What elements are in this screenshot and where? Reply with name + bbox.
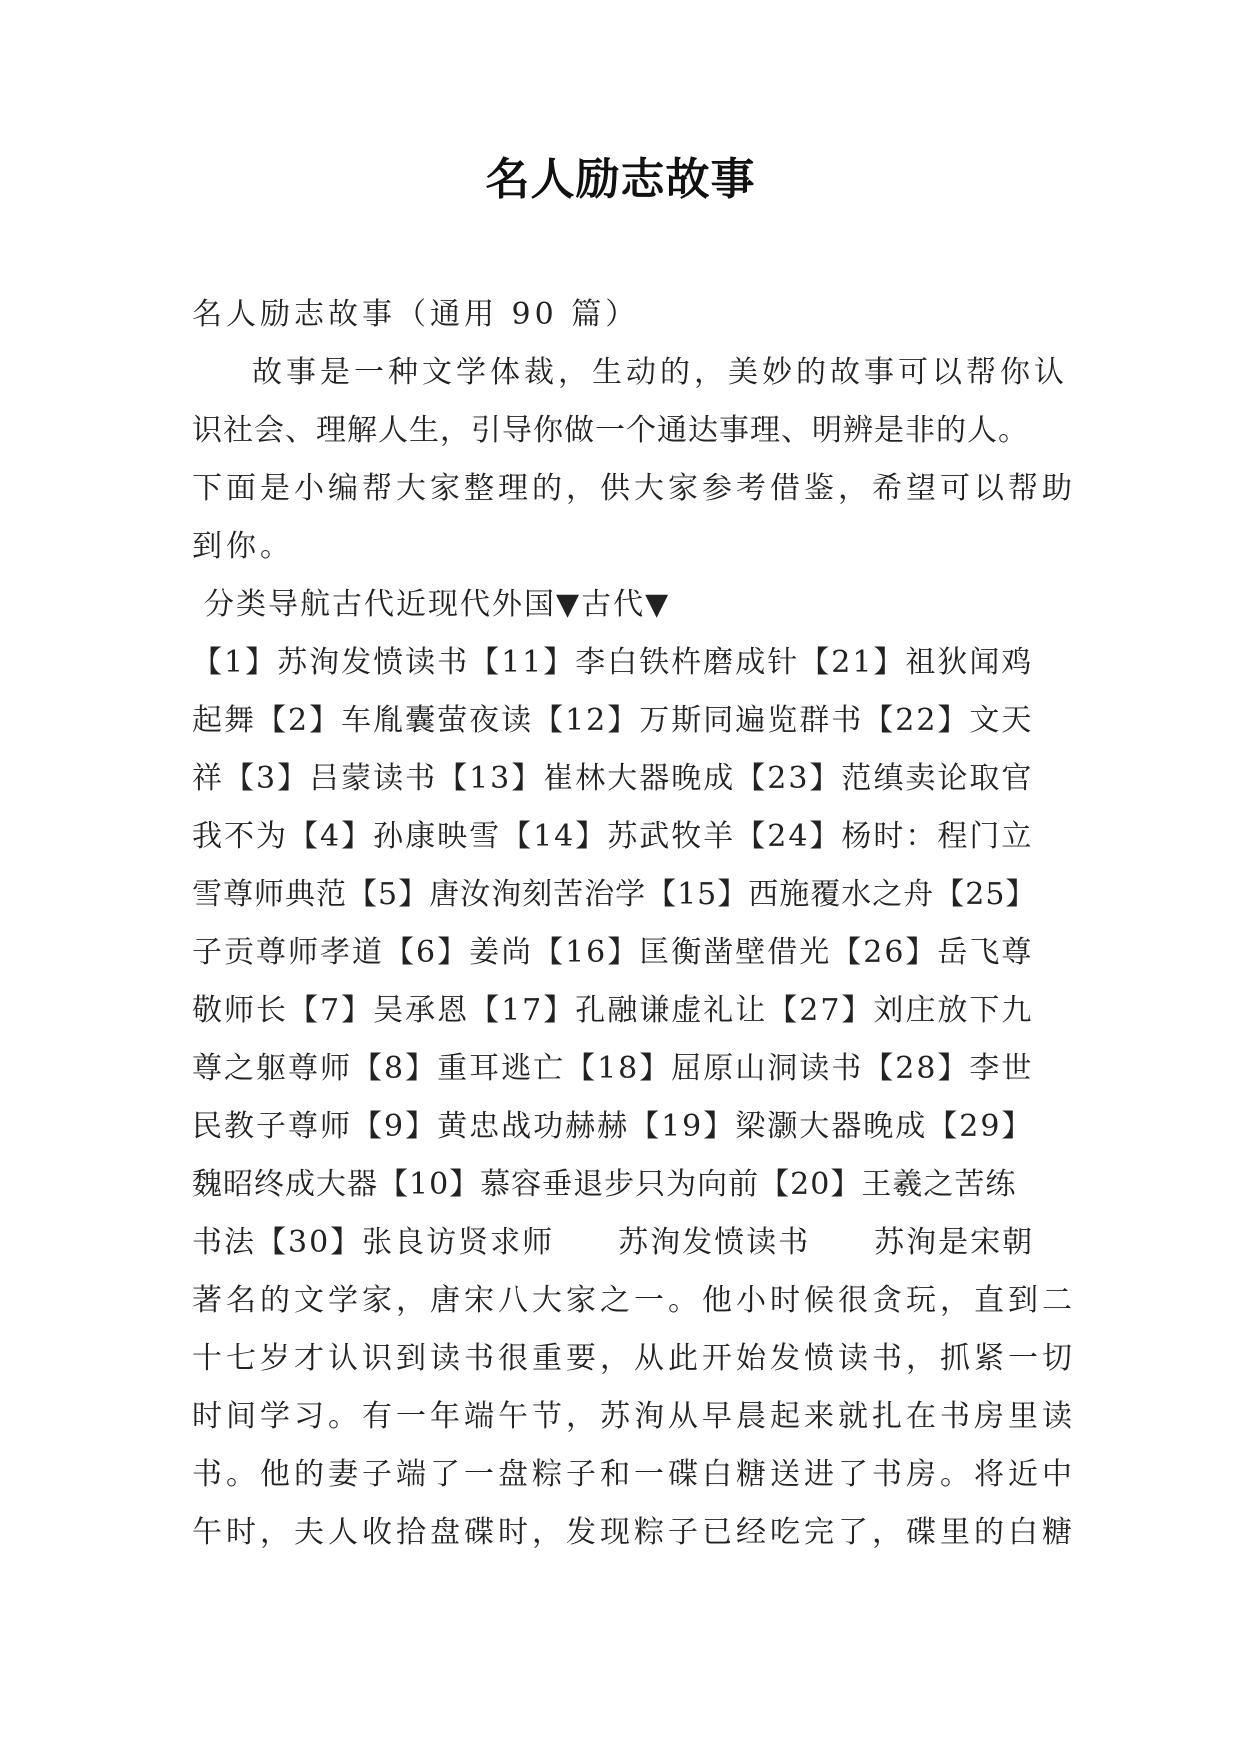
paragraph-line: 著名的文学家，唐宋八大家之一。他小时候很贪玩，直到二 <box>192 1283 1076 1318</box>
paragraph-line: 书。他的妻子端了一盘粽子和一碟白糖送进了书房。将近中 <box>192 1457 1076 1492</box>
story-index-line: 子贡尊师孝道【6】姜尚【16】匡衡凿壁借光【26】岳飞尊 <box>192 935 1034 970</box>
category-navigation: 分类导航古代近现代外国▼古代▼ <box>204 587 671 622</box>
paragraph-line: 识社会、理解人生，引导你做一个通达事理、明辨是非的人。 <box>192 413 1029 448</box>
story-index-line: 【1】苏洵发愤读书【11】李白铁杵磨成针【21】祖狄闻鸡 <box>192 645 1034 680</box>
story-index-line: 我不为【4】孙康映雪【14】苏武牧羊【24】杨时：程门立 <box>192 819 1034 854</box>
document-subtitle: 名人励志故事（通用 90 篇） <box>192 297 640 332</box>
story-index-line: 雪尊师典范【5】唐汝洵刻苦治学【15】西施覆水之舟【25】 <box>192 877 1037 912</box>
story-index-line: 尊之躯尊师【8】重耳逃亡【18】屈原山洞读书【28】李世 <box>192 1051 1034 1086</box>
story-index-line: 民教子尊师【9】黄忠战功赫赫【19】梁灏大器晚成【29】 <box>192 1109 1034 1144</box>
paragraph-line: 下面是小编帮大家整理的，供大家参考借鉴，希望可以帮助 <box>192 471 1076 506</box>
paragraph-line: 故事是一种文学体裁，生动的，美妙的故事可以帮你认 <box>252 355 1068 390</box>
story-index-line: 敬师长【7】吴承恩【17】孔融谦虚礼让【27】刘庄放下九 <box>192 993 1034 1028</box>
document-title: 名人励志故事 <box>485 154 756 205</box>
paragraph-line: 到你。 <box>192 529 294 564</box>
document-body <box>192 286 1076 1562</box>
story-index-line: 魏昭终成大器【10】慕容垂退步只为向前【20】王羲之苦练 <box>192 1167 1017 1202</box>
story-index-line: 起舞【2】车胤囊萤夜读【12】万斯同遍览群书【22】文天 <box>192 703 1034 738</box>
paragraph-line: 午时，夫人收拾盘碟时，发现粽子已经吃完了，碟里的白糖 <box>192 1515 1076 1550</box>
story-index-line: 书法【30】张良访贤求师 苏洵发愤读书 苏洵是宋朝 <box>192 1225 1035 1260</box>
paragraph-line: 十七岁才认识到读书很重要，从此开始发愤读书，抓紧一切 <box>192 1341 1076 1376</box>
story-index-line: 祥【3】吕蒙读书【13】崔林大器晚成【23】范缜卖论取官 <box>192 761 1034 796</box>
paragraph-line: 时间学习。有一年端午节，苏洵从早晨起来就扎在书房里读 <box>192 1399 1076 1434</box>
